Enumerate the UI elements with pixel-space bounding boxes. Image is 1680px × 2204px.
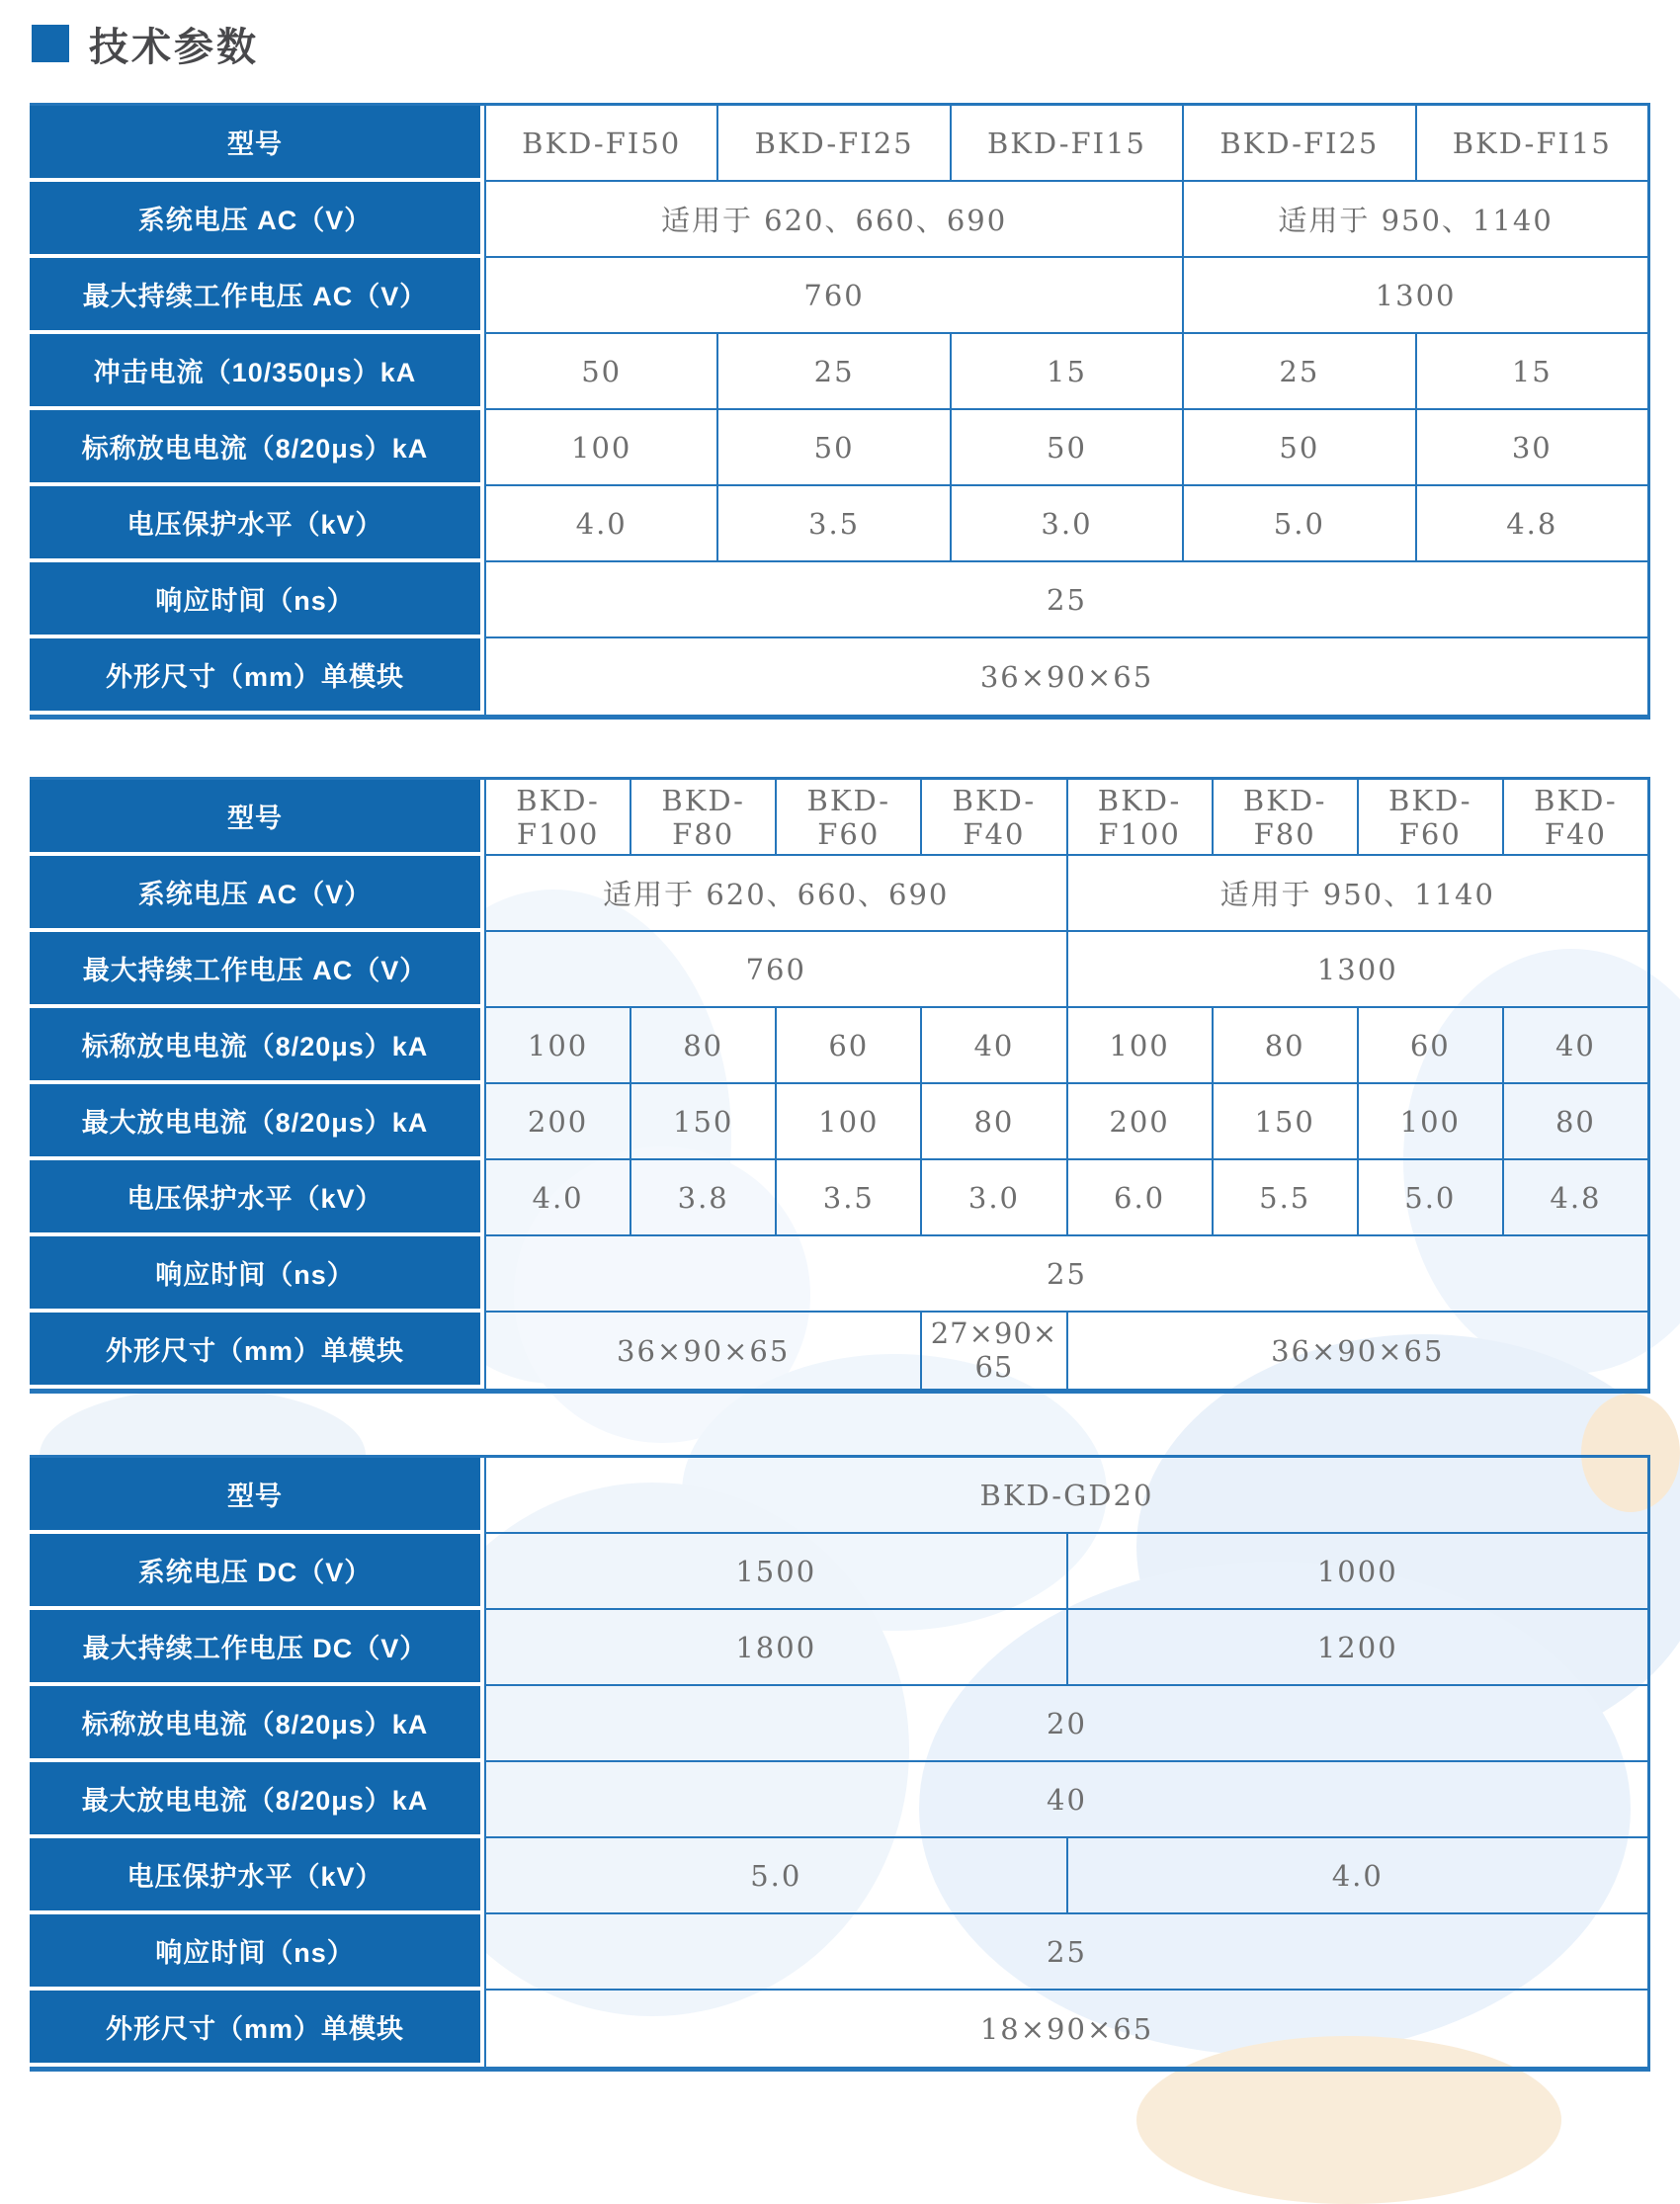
table-row [30, 258, 1647, 334]
param-value: 3.0 [950, 486, 1182, 562]
param-value: 27×90×65 [920, 1313, 1065, 1389]
param-value: 1500 [484, 1534, 1066, 1610]
spec-table-fi-series [30, 103, 1650, 720]
table-row [30, 1534, 1647, 1610]
param-value: 100 [484, 1008, 630, 1084]
param-value: 1800 [484, 1610, 1066, 1686]
param-value: 60 [1357, 1008, 1502, 1084]
table-row [30, 932, 1647, 1008]
table-row [30, 1160, 1647, 1236]
spec-table [30, 780, 1647, 1389]
param-label: 电压保护水平（kV） [30, 1160, 484, 1236]
param-value: 100 [484, 410, 716, 486]
param-value: 100 [1066, 1008, 1212, 1084]
section-bullet-icon [32, 25, 69, 62]
page-content [0, 20, 1680, 2072]
table-row [30, 1762, 1647, 1838]
param-value: 1300 [1066, 932, 1648, 1008]
param-label: 响应时间（ns） [30, 1914, 484, 1991]
param-value: BKD-FI25 [716, 106, 949, 182]
param-value: 150 [1212, 1084, 1357, 1160]
section-header [32, 20, 1650, 67]
param-label: 标称放电电流（8/20μs）kA [30, 1008, 484, 1084]
param-value: 40 [920, 1008, 1065, 1084]
param-label: 型号 [30, 780, 484, 856]
param-label: 最大持续工作电压 AC（V） [30, 932, 484, 1008]
param-value: 15 [1415, 334, 1647, 410]
param-value: 25 [484, 1914, 1647, 1991]
param-value: 3.8 [630, 1160, 775, 1236]
table-row [30, 486, 1647, 562]
param-value: 25 [716, 334, 949, 410]
param-value: 适用于 620、660、690 [484, 856, 1066, 932]
param-label: 系统电压 DC（V） [30, 1534, 484, 1610]
param-value: 1200 [1066, 1610, 1648, 1686]
param-label: 电压保护水平（kV） [30, 1838, 484, 1914]
spec-table [30, 1458, 1647, 2067]
param-value: 100 [775, 1084, 920, 1160]
param-value: BKD-F40 [1502, 780, 1647, 856]
param-value: BKD-FI15 [950, 106, 1182, 182]
param-value: BKD-F60 [1357, 780, 1502, 856]
param-value: 适用于 950、1140 [1066, 856, 1648, 932]
param-value: 80 [920, 1084, 1065, 1160]
param-value: 50 [716, 410, 949, 486]
param-value: BKD-F80 [1212, 780, 1357, 856]
param-value: 760 [484, 258, 1182, 334]
param-value: 适用于 620、660、690 [484, 182, 1182, 258]
param-value: 50 [484, 334, 716, 410]
param-value: 15 [950, 334, 1182, 410]
table-row [30, 1838, 1647, 1914]
param-value: 4.8 [1415, 486, 1647, 562]
param-value: BKD-FI15 [1415, 106, 1647, 182]
param-value: 25 [1182, 334, 1414, 410]
param-label: 响应时间（ns） [30, 1236, 484, 1313]
param-value: 100 [1357, 1084, 1502, 1160]
table-row [30, 1084, 1647, 1160]
param-value: BKD-FI50 [484, 106, 716, 182]
param-value: 5.0 [1182, 486, 1414, 562]
param-value: BKD-FI25 [1182, 106, 1414, 182]
param-value: 60 [775, 1008, 920, 1084]
param-value: BKD-F100 [484, 780, 630, 856]
param-value: 36×90×65 [484, 638, 1647, 715]
param-value: 150 [630, 1084, 775, 1160]
param-label: 响应时间（ns） [30, 562, 484, 638]
table-row [30, 1313, 1647, 1389]
param-label: 系统电压 AC（V） [30, 182, 484, 258]
param-label: 冲击电流（10/350μs）kA [30, 334, 484, 410]
param-label: 外形尺寸（mm）单模块 [30, 1991, 484, 2067]
param-value: 80 [1212, 1008, 1357, 1084]
param-value: 50 [950, 410, 1182, 486]
param-value: 200 [1066, 1084, 1212, 1160]
param-value: 5.5 [1212, 1160, 1357, 1236]
table-row [30, 562, 1647, 638]
param-value: 80 [1502, 1084, 1647, 1160]
param-value: 1000 [1066, 1534, 1648, 1610]
param-value: BKD-F80 [630, 780, 775, 856]
param-value: 4.0 [484, 1160, 630, 1236]
param-value: 36×90×65 [484, 1313, 920, 1389]
param-label: 外形尺寸（mm）单模块 [30, 638, 484, 715]
param-label: 电压保护水平（kV） [30, 486, 484, 562]
table-row [30, 638, 1647, 715]
param-value: 36×90×65 [1066, 1313, 1648, 1389]
param-label: 型号 [30, 1458, 484, 1534]
param-label: 最大持续工作电压 DC（V） [30, 1610, 484, 1686]
param-label: 标称放电电流（8/20μs）kA [30, 1686, 484, 1762]
param-label: 最大放电电流（8/20μs）kA [30, 1084, 484, 1160]
section-title: 技术参数 [89, 25, 259, 69]
param-value: 3.5 [716, 486, 949, 562]
param-value: BKD-F40 [920, 780, 1065, 856]
table-row [30, 856, 1647, 932]
param-value: 200 [484, 1084, 630, 1160]
spec-table [30, 106, 1647, 715]
param-label: 最大持续工作电压 AC（V） [30, 258, 484, 334]
spec-table-gd-series [30, 1455, 1650, 2072]
param-value: 18×90×65 [484, 1991, 1647, 2067]
param-value: 1300 [1182, 258, 1647, 334]
param-value: 50 [1182, 410, 1414, 486]
table-row [30, 1914, 1647, 1991]
table-row [30, 1686, 1647, 1762]
param-value: 4.0 [484, 486, 716, 562]
param-value: 40 [1502, 1008, 1647, 1084]
param-value: BKD-F100 [1066, 780, 1212, 856]
param-label: 型号 [30, 106, 484, 182]
table-row [30, 1610, 1647, 1686]
param-label: 外形尺寸（mm）单模块 [30, 1313, 484, 1389]
param-label: 系统电压 AC（V） [30, 856, 484, 932]
param-value: 4.8 [1502, 1160, 1647, 1236]
param-value: 760 [484, 932, 1066, 1008]
param-value: 6.0 [1066, 1160, 1212, 1236]
param-value: 3.0 [920, 1160, 1065, 1236]
table-row [30, 780, 1647, 856]
table-row [30, 410, 1647, 486]
param-label: 标称放电电流（8/20μs）kA [30, 410, 484, 486]
table-row [30, 182, 1647, 258]
table-row [30, 106, 1647, 182]
table-row [30, 1458, 1647, 1534]
param-value: 25 [484, 1236, 1647, 1313]
table-row [30, 334, 1647, 410]
param-value: 4.0 [1066, 1838, 1648, 1914]
table-row [30, 1236, 1647, 1313]
table-row [30, 1991, 1647, 2067]
param-value: 80 [630, 1008, 775, 1084]
param-value: 3.5 [775, 1160, 920, 1236]
param-value: 适用于 950、1140 [1182, 182, 1647, 258]
param-value: BKD-F60 [775, 780, 920, 856]
param-value: 5.0 [1357, 1160, 1502, 1236]
param-value: 20 [484, 1686, 1647, 1762]
param-label: 最大放电电流（8/20μs）kA [30, 1762, 484, 1838]
spec-table-f-series [30, 777, 1650, 1394]
param-value: BKD-GD20 [484, 1458, 1647, 1534]
param-value: 30 [1415, 410, 1647, 486]
param-value: 40 [484, 1762, 1647, 1838]
param-value: 5.0 [484, 1838, 1066, 1914]
param-value: 25 [484, 562, 1647, 638]
table-row [30, 1008, 1647, 1084]
